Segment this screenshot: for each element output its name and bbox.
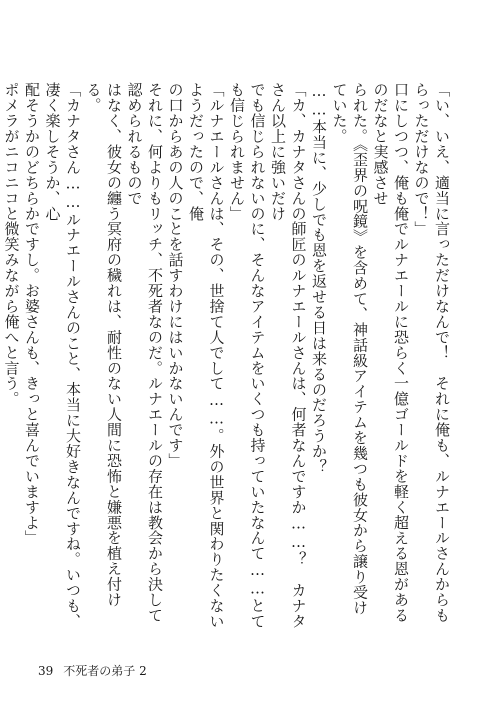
text-line: それに、何よりもリッチ、不死者なのだ。ルナエールの存在は教会から決して認められるもので (125, 82, 164, 623)
text-line: 「カ、カナタさんの師匠のルナエールさんは、何者なんですか……？ カナタさん以上に強いだけ (269, 82, 308, 629)
text-line: はなく、彼女の纏う冥府の穢れは、耐性のない人間に恐怖と嫌悪を植え付ける。 (84, 82, 123, 608)
text-line (0, 82, 1, 630)
text-line: の口からあの人のことを話すわけにはいかないんです」 (166, 82, 185, 469)
text-line: られた。《歪界の呪鏡》を含めて、神話級アイテムを幾つも彼女から譲り受けていた。 (330, 82, 369, 616)
text-line: 「い、いえ、適当に言っただけなんで！ それに俺も、ルナエールさんからもらっただけなので！」 (412, 82, 451, 623)
text-line: ……本当に、少しでも恩を返せる日は来るのだろうか？ (310, 82, 328, 475)
book-title: 不死者の弟子 2 (63, 664, 147, 678)
text-line: 口にしつつ、俺も俺でルナエールに恐らく一億ゴールドを軽く超える恩があるのだなと実感させ (371, 82, 410, 623)
text-line: でも信じられないのに、そんなアイテムをいくつも持っていたなんて……とても信じられません」 (228, 82, 267, 629)
text-line: 「カナタさん……ルナエールさんのこと、本当に大好きなんですね。いつも、凄く楽しそうか、心 (43, 82, 82, 629)
text-line: 配そうかのどちらかですし。お婆さんも、きっと喜んでいますよ」 (23, 82, 41, 546)
body-text (2, 82, 452, 630)
page-footer (38, 662, 147, 679)
text-line: ポメラがニコニコと微笑みながら俺へと言う。 (2, 82, 21, 407)
page-number: 39 (38, 664, 54, 678)
text-line: 「ルナエールさんは、その、世捨て人でして……。外の世界と関わりたくないようだったので、俺 (187, 82, 226, 629)
